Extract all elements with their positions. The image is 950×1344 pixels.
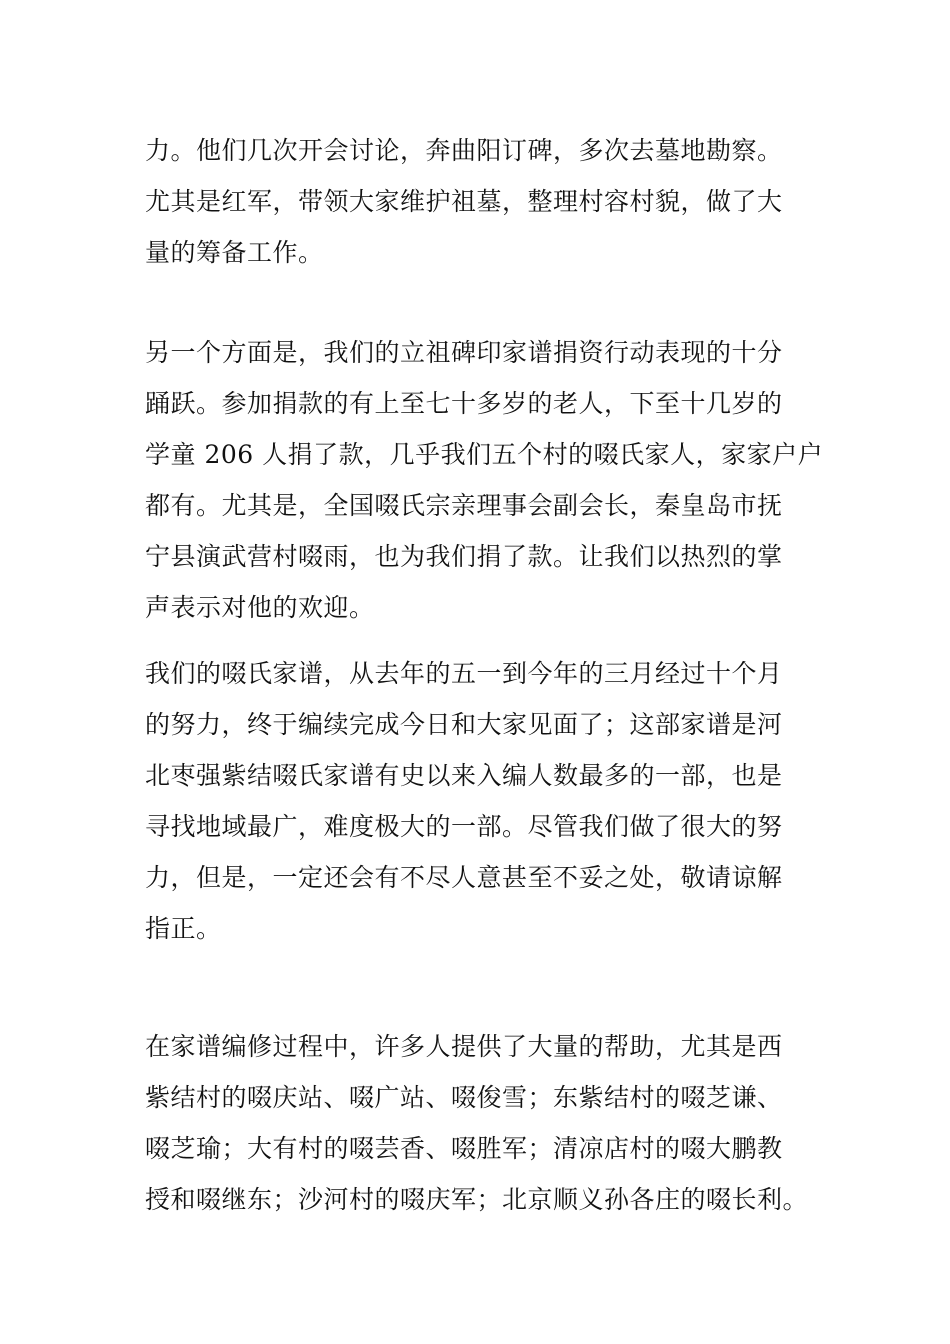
text-line: 力。他们几次开会讨论，奔曲阳订碑，多次去墓地勘察。 [145,136,783,165]
text-line: 指正。 [145,914,222,943]
text-line: 北枣强紫结啜氏家谱有史以来入编人数最多的一部，也是 [145,761,783,790]
paragraph-3 [145,648,810,954]
text-line: 另一个方面是，我们的立祖碑印家谱捐资行动表现的十分 [145,338,783,367]
text-line: 宁县演武营村啜雨，也为我们捐了款。让我们以热烈的掌 [145,542,783,571]
text-line: 尤其是红军，带领大家维护祖墓，整理村容村貌，做了大 [145,187,783,216]
text-line: 的努力，终于编续完成今日和大家见面了；这部家谱是河 [145,710,783,739]
text-line: 踊跃。参加捐款的有上至七十多岁的老人，下至十几岁的 [145,389,783,418]
text-line: 力，但是，一定还会有不尽人意甚至不妥之处，敬请谅解 [145,863,783,892]
paragraph-4 [145,1021,810,1225]
text-line: 声表示对他的欢迎。 [145,593,375,622]
text-line: 学童 206 人捐了款，几乎我们五个村的啜氏家人，家家户户 [145,440,824,469]
text-line: 授和啜继东；沙河村的啜庆军；北京顺义孙各庄的啜长利。 [145,1185,809,1214]
text-line: 啜芝瑜；大有村的啜芸香、啜胜军；清凉店村的啜大鹏教 [145,1134,783,1163]
text-line: 紫结村的啜庆站、啜广站、啜俊雪；东紫结村的啜芝谦、 [145,1083,783,1112]
paragraph-1 [145,125,810,278]
text-line: 我们的啜氏家谱，从去年的五一到今年的三月经过十个月 [145,659,783,688]
text-line: 在家谱编修过程中，许多人提供了大量的帮助，尤其是西 [145,1032,783,1061]
text-line: 寻找地域最广，难度极大的一部。尽管我们做了很大的努 [145,812,783,841]
text-line: 量的筹备工作。 [145,238,324,267]
paragraph-2 [145,327,824,633]
text-line: 都有。尤其是，全国啜氏宗亲理事会副会长，秦皇岛市抚 [145,491,783,520]
